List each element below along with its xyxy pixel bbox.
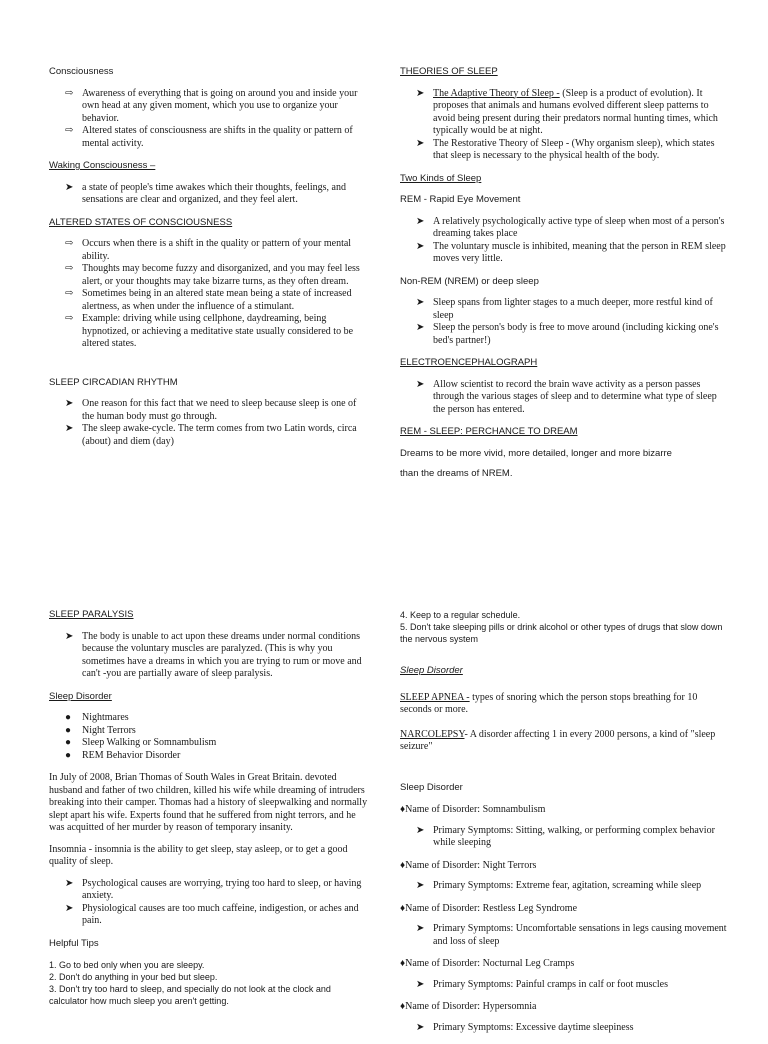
list-item: ➤ The Restorative Theory of Sleep - (Why organism sleep), which states that sleep is necessary to the physical health of the body.	[416, 137, 715, 161]
list-item: ➤ A relatively psychologically active type of sleep when most of a person's dreaming takes place	[416, 215, 725, 239]
list-item: ➤ Primary Symptoms: Extreme fear, agitation, screaming while sleep	[416, 880, 702, 891]
list-item: ➤ Primary Symptoms: Sitting, walking, or performing complex behavior while sleeping	[416, 824, 715, 848]
two-kinds-heading: Two Kinds of Sleep	[400, 172, 482, 184]
rem-dream-text-2: than the dreams of NREM.	[400, 468, 513, 479]
right-bottom-column	[400, 609, 730, 1044]
list-item: ● Night Terrors	[65, 724, 136, 736]
disorder-list-heading: Sleep Disorder	[400, 781, 463, 793]
list-item: ● Nightmares	[65, 712, 129, 723]
list-item: ● Sleep Walking or Somnambulism	[65, 737, 217, 748]
arrowhead-icon: ➤	[65, 423, 74, 434]
bullet-dot-icon: ●	[65, 712, 72, 723]
symptom-list	[400, 923, 730, 948]
tip-line: 2. Don't do anything in your bed but sleep.	[49, 972, 218, 982]
insomnia-list	[49, 878, 371, 928]
arrowhead-icon: ➤	[65, 877, 74, 889]
arrow-outline-icon: ⇨	[65, 125, 74, 136]
tip-line: 5. Don't take sleeping pills or drink alcohol or other types of drugs that slow down the nervous system	[400, 622, 723, 644]
theories-list	[400, 88, 730, 163]
waking-heading: Waking Consciousness –	[49, 160, 156, 171]
arrow-outline-icon: ⇨	[65, 263, 74, 274]
list-item: ➤ Primary Symptoms: Uncomfortable sensations in legs causing movement and loss of sleep	[416, 923, 727, 947]
symptom-list	[400, 825, 730, 850]
paralysis-list	[49, 631, 371, 681]
story-paragraph: In July of 2008, Brian Thomas of South Wales in Great Britain. devoted husband and father of two children, killed his wife while dreaming of intruders breaking into their camper. Thomas had a history of sleepwalking and normally slept apart his wife. Experts found that he suffered from night terrors, and he was acquitted of her murder by reason of temporary insanity.	[49, 772, 368, 833]
arrowhead-icon: ➤	[416, 322, 425, 333]
diamond-icon: ♦	[400, 859, 406, 871]
rem-dream-heading: REM - SLEEP: PERCHANCE TO DREAM	[400, 426, 578, 437]
arrow-outline-icon: ⇨	[65, 238, 74, 249]
arrowhead-icon: ➤	[65, 181, 74, 193]
list-item: ➤ a state of people's time awakes which their thoughts, feelings, and sensations are clear and organized, and they feel alert.	[65, 181, 346, 205]
arrowhead-icon: ➤	[65, 902, 74, 914]
symptom-list	[400, 979, 730, 992]
list-item: ➤ Psychological causes are worrying, trying too hard to sleep, or having anxiety.	[65, 877, 362, 901]
symptom-list	[400, 1022, 730, 1035]
tip-line: 1. Go to bed only when you are sleepy.	[49, 960, 205, 970]
disorder-entry	[400, 804, 730, 850]
arrowhead-icon: ➤	[416, 297, 425, 308]
diamond-icon: ♦	[400, 1001, 406, 1012]
list-item: ⇨ Example: driving while using cellphone, daydreaming, being hypnotized, or achieving a meditative state usually considered to be altered states.	[65, 313, 354, 349]
arrowhead-icon: ➤	[416, 137, 425, 149]
arrowhead-icon: ➤	[416, 1021, 425, 1033]
disorder-entry	[400, 1001, 730, 1034]
list-item: ➤ One reason for this fact that we need to sleep because sleep is one of the human body must go through.	[65, 398, 357, 422]
disorder-list	[49, 712, 371, 762]
disorder-name: ♦Name of Disorder: Nocturnal Leg Cramps	[400, 958, 575, 969]
list-item: ➤ The voluntary muscle is inhibited, meaning that the person in REM sleep moves very little.	[416, 240, 726, 264]
left-top-column	[49, 66, 371, 458]
list-item: ⇨ Sometimes being in an altered state mean being a state of increased alertness, as when under the influence of a stimulant.	[65, 288, 352, 312]
list-item: ➤ The Adaptive Theory of Sleep - (Sleep is a product of evolution). It proposes that animals and humans evolved different sleep patterns to avoid being present during their predators normal hunting times, which typically would be at night.	[416, 87, 718, 136]
insomnia-paragraph: Insomnia - insomnia is the ability to get sleep, stay asleep, or to get a good quality of sleep.	[49, 843, 348, 867]
list-item: ➤ Allow scientist to record the brain wave activity as a person passes through the various stages of sleep and to determine what type of sleep the person has entered.	[416, 378, 717, 415]
disorder-heading: Sleep Disorder	[49, 690, 112, 702]
disorder-name: ♦Name of Disorder: Restless Leg Syndrome	[400, 902, 578, 914]
list-item: ⇨ Awareness of everything that is going on around you and inside your own head at any given moment, which you use to organize your behavior.	[65, 87, 358, 124]
list-item: ➤ Physiological causes are too much caffeine, indigestion, or aches and pain.	[65, 902, 359, 926]
arrow-outline-icon: ⇨	[65, 288, 74, 299]
apnea-paragraph: SLEEP APNEA - types of snoring which the person stops breathing for 10 seconds or more.	[400, 691, 698, 715]
eeg-heading: ELECTROENCEPHALOGRAPH	[400, 357, 538, 368]
nrem-heading: Non-REM (NREM) or deep sleep	[400, 275, 539, 287]
list-item: ⇨ Altered states of consciousness are shifts in the quality or pattern of mental activity.	[65, 125, 353, 149]
rem-list	[400, 216, 730, 266]
tip-line: 3. Don't try too hard to sleep, and specially do not look at the clock and calculator how much sleep you aren't getting.	[49, 984, 331, 1006]
circadian-heading: SLEEP CIRCADIAN RHYTHM	[49, 376, 178, 388]
disorder-entry	[400, 860, 730, 893]
tip-line: 4. Keep to a regular schedule.	[400, 610, 521, 620]
arrowhead-icon: ➤	[65, 630, 74, 642]
left-bottom-column	[49, 609, 371, 1007]
disorder-name: ♦Name of Disorder: Hypersomnia	[400, 1001, 537, 1012]
list-item: ➤ Sleep spans from lighter stages to a much deeper, more restful kind of sleep	[416, 297, 713, 321]
symptom-list	[400, 880, 730, 893]
diamond-icon: ♦	[400, 958, 406, 969]
arrowhead-icon: ➤	[65, 398, 74, 409]
diamond-icon: ♦	[400, 902, 406, 914]
bullet-dot-icon: ●	[65, 749, 72, 761]
arrowhead-icon: ➤	[416, 978, 425, 990]
bullet-dot-icon: ●	[65, 724, 72, 736]
list-item: ➤ Primary Symptoms: Painful cramps in calf or foot muscles	[416, 978, 668, 990]
bullet-dot-icon: ●	[65, 737, 72, 748]
arrowhead-icon: ➤	[416, 378, 425, 390]
arrow-outline-icon: ⇨	[65, 313, 74, 324]
altered-list	[49, 238, 371, 351]
tips-heading: Helpful Tips	[49, 937, 99, 949]
theories-heading: THEORIES OF SLEEP	[400, 66, 498, 77]
consciousness-heading: Consciousness	[49, 66, 114, 77]
sleep-disorder-italic-heading: Sleep Disorder	[400, 665, 463, 676]
list-item: ➤ The sleep awake-cycle. The term comes from two Latin words, circa (about) and diem (day)	[65, 423, 357, 447]
list-item: ⇨ Occurs when there is a shift in the quality or pattern of your mental ability.	[65, 238, 352, 262]
arrowhead-icon: ➤	[416, 215, 425, 227]
right-top-column	[400, 66, 730, 490]
eeg-list	[400, 379, 730, 417]
arrowhead-icon: ➤	[416, 87, 425, 99]
narcolepsy-paragraph: NARCOLEPSY- A disorder affecting 1 in every 2000 persons, a kind of "sleep seizure"	[400, 728, 716, 752]
arrowhead-icon: ➤	[416, 880, 425, 891]
disorder-entry	[400, 903, 730, 949]
list-item: ➤ The body is unable to act upon these dreams under normal conditions because the voluntary muscles are paralyzed. (This is why you sometimes have a dreams in which you are trying to rum or move and can't -you are partially aware of sleep paralysis.	[65, 630, 362, 679]
arrowhead-icon: ➤	[416, 824, 425, 836]
rem-dream-text-1: Dreams to be more vivid, more detailed, longer and more bizarre	[400, 447, 672, 459]
paralysis-heading: SLEEP PARALYSIS	[49, 609, 134, 620]
nrem-list	[400, 297, 730, 347]
disorder-name: ♦Name of Disorder: Night Terrors	[400, 859, 537, 871]
list-item: ➤ Primary Symptoms: Excessive daytime sleepiness	[416, 1021, 634, 1033]
list-item: ● REM Behavior Disorder	[65, 749, 181, 761]
altered-heading: ALTERED STATES OF CONSCIOUSNESS	[49, 216, 233, 228]
arrowhead-icon: ➤	[416, 923, 425, 934]
list-item: ⇨ Thoughts may become fuzzy and disorganized, and you may feel less alert, or your thoughts may take bizarre turns, as they often dream.	[65, 263, 360, 287]
arrowhead-icon: ➤	[416, 240, 425, 252]
circadian-list	[49, 398, 371, 448]
disorder-name: ♦Name of Disorder: Somnambulism	[400, 804, 546, 815]
rem-heading: REM - Rapid Eye Movement	[400, 194, 521, 205]
consciousness-list	[49, 88, 371, 151]
list-item: ➤ Sleep the person's body is free to move around (including kicking one's bed's partner!)	[416, 322, 719, 346]
waking-list	[49, 182, 371, 207]
arrow-outline-icon: ⇨	[65, 87, 74, 99]
disorder-entry	[400, 958, 730, 991]
diamond-icon: ♦	[400, 804, 406, 815]
